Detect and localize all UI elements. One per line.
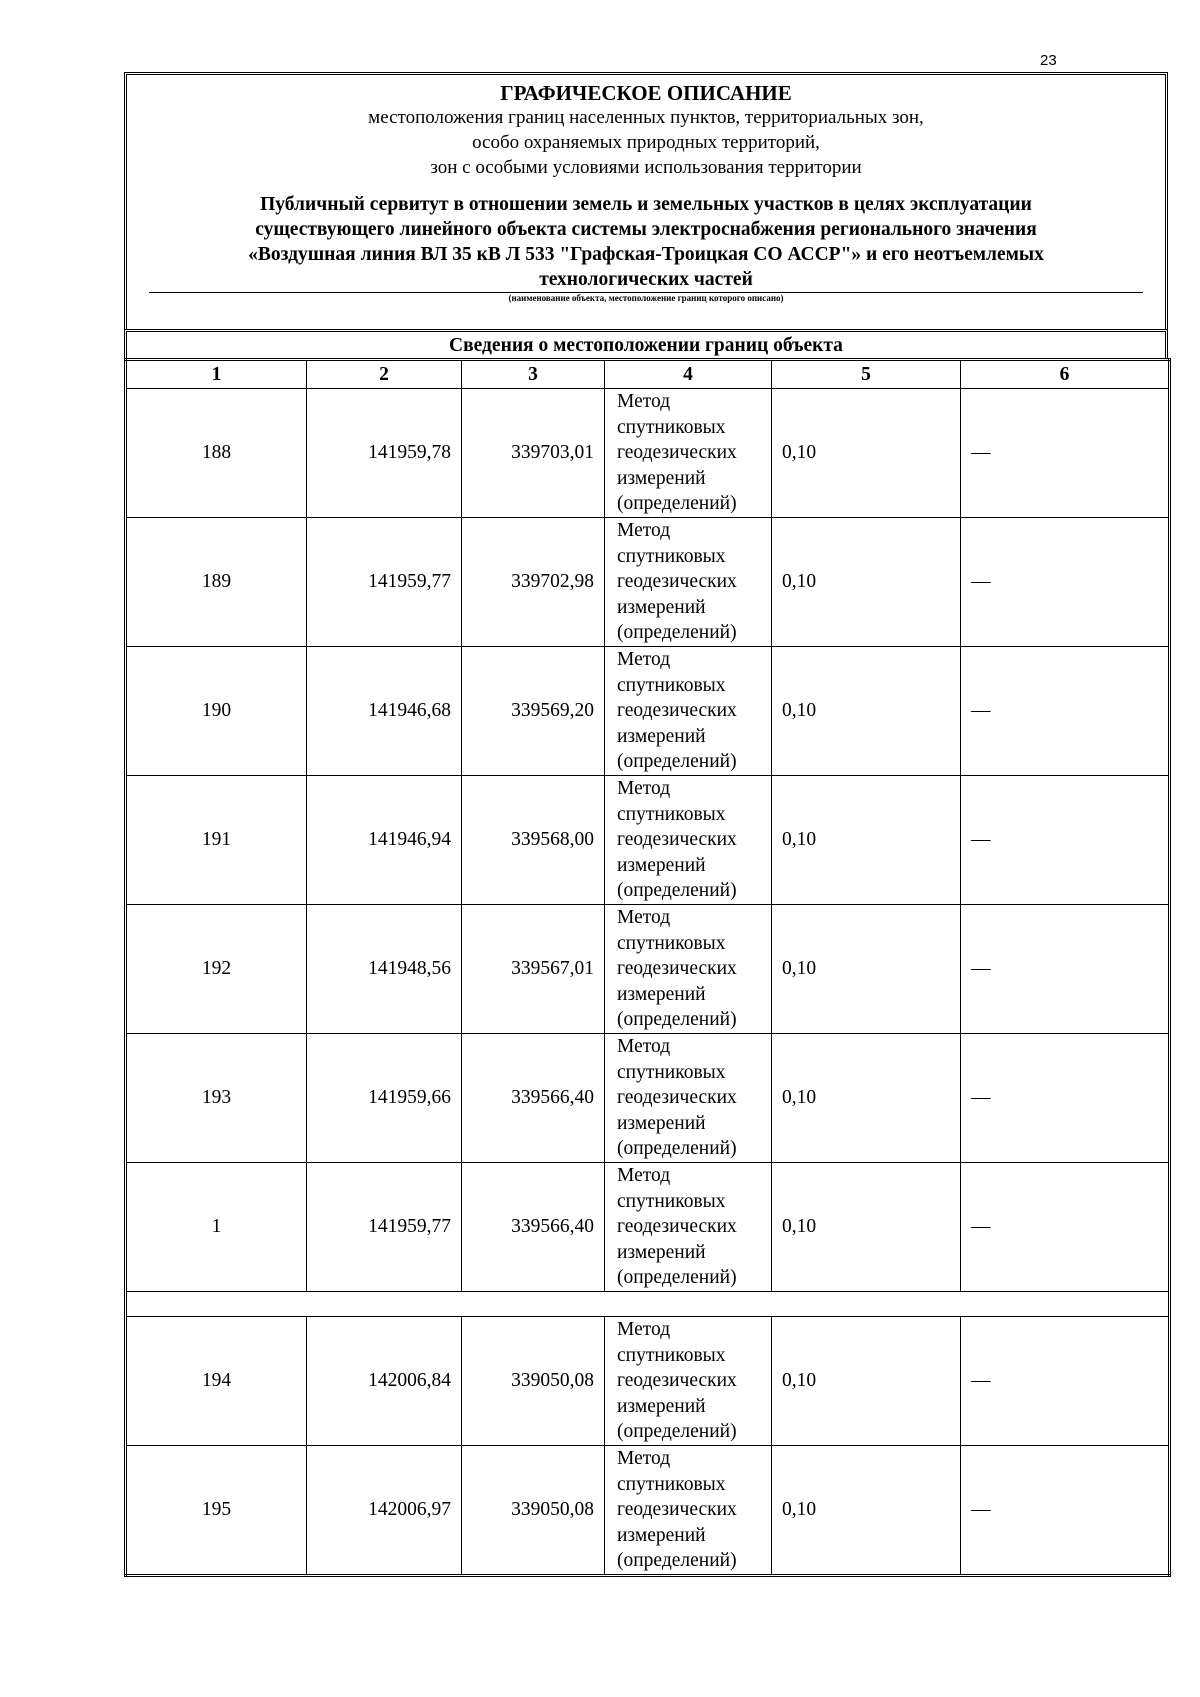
accuracy-cell: 0,10 — [772, 776, 961, 905]
table-row — [126, 389, 1170, 518]
object-caption: (наименование объекта, местоположение границ которого описано) — [508, 293, 784, 303]
column-header: 2 — [307, 360, 462, 389]
y-coordinate-cell: 339050,08 — [462, 1446, 605, 1576]
method-line: (определений) — [617, 1550, 737, 1572]
point-number-cell: 189 — [126, 518, 307, 647]
object-line: Публичный сервитут в отношении земель и земельных участков в целях эксплуатации — [260, 194, 1032, 215]
y-coordinate-cell: 339050,08 — [462, 1317, 605, 1446]
column-header: 6 — [961, 360, 1170, 389]
method-line: Метод — [617, 1165, 671, 1187]
separator-cell — [126, 1292, 1170, 1317]
point-number-cell: 194 — [126, 1317, 307, 1446]
method-line: измерений — [617, 983, 706, 1005]
method-cell — [605, 389, 772, 518]
method-line: (определений) — [617, 1267, 737, 1289]
page-number: 23 — [1040, 52, 1057, 69]
table-separator-row — [126, 1292, 1170, 1317]
accuracy-cell: 0,10 — [772, 1446, 961, 1576]
method-line: Метод — [617, 1036, 671, 1058]
table-header-row — [126, 360, 1170, 389]
x-coordinate-cell: 142006,97 — [307, 1446, 462, 1576]
table-row — [126, 518, 1170, 647]
method-line: спутниковых — [617, 1344, 726, 1366]
method-cell — [605, 518, 772, 647]
method-line: Метод — [617, 1448, 671, 1470]
method-line: измерений — [617, 596, 706, 618]
method-line: спутниковых — [617, 674, 726, 696]
table-row — [126, 1034, 1170, 1163]
method-line: измерений — [617, 854, 706, 876]
method-line: измерений — [617, 725, 706, 747]
method-line: геодезических — [617, 829, 737, 851]
method-line: спутниковых — [617, 1061, 726, 1083]
method-cell — [605, 905, 772, 1034]
method-line: Метод — [617, 1319, 671, 1341]
method-line: геодезических — [617, 958, 737, 980]
point-number-cell: 188 — [126, 389, 307, 518]
object-line: существующего линейного объекта системы электроснабжения регионального значения — [255, 219, 1037, 240]
description-cell: — — [961, 1163, 1170, 1292]
accuracy-cell: 0,10 — [772, 905, 961, 1034]
method-line: спутниковых — [617, 1190, 726, 1212]
table-row — [126, 905, 1170, 1034]
method-cell — [605, 1034, 772, 1163]
y-coordinate-cell: 339568,00 — [462, 776, 605, 905]
method-line: спутниковых — [617, 1473, 726, 1495]
method-line: геодезических — [617, 1087, 737, 1109]
point-number-cell: 193 — [126, 1034, 307, 1163]
description-cell: — — [961, 518, 1170, 647]
description-cell: — — [961, 1446, 1170, 1576]
table-body — [126, 389, 1170, 1576]
column-header: 3 — [462, 360, 605, 389]
method-line: геодезических — [617, 442, 737, 464]
object-name — [153, 192, 1139, 292]
document-frame — [124, 72, 1168, 1577]
table-row — [126, 1163, 1170, 1292]
x-coordinate-cell: 141946,94 — [307, 776, 462, 905]
method-line: (определений) — [617, 1421, 737, 1443]
accuracy-cell: 0,10 — [772, 1163, 961, 1292]
accuracy-cell: 0,10 — [772, 1034, 961, 1163]
method-line: геодезических — [617, 1216, 737, 1238]
y-coordinate-cell: 339566,40 — [462, 1034, 605, 1163]
method-cell — [605, 1317, 772, 1446]
y-coordinate-cell: 339567,01 — [462, 905, 605, 1034]
y-coordinate-cell: 339566,40 — [462, 1163, 605, 1292]
method-line: (определений) — [617, 493, 737, 515]
method-cell — [605, 1446, 772, 1576]
y-coordinate-cell: 339569,20 — [462, 647, 605, 776]
x-coordinate-cell: 141959,78 — [307, 389, 462, 518]
table-row — [126, 1446, 1170, 1576]
description-cell: — — [961, 905, 1170, 1034]
document-title: ГРАФИЧЕСКОЕ ОПИСАНИЕ — [500, 81, 792, 105]
method-line: геодезических — [617, 700, 737, 722]
method-line: (определений) — [617, 622, 737, 644]
y-coordinate-cell: 339703,01 — [462, 389, 605, 518]
method-line: Метод — [617, 391, 671, 413]
method-line: Метод — [617, 778, 671, 800]
method-line: (определений) — [617, 751, 737, 773]
subtitle-line: зон с особыми условиями использования территории — [430, 157, 862, 178]
y-coordinate-cell: 339702,98 — [462, 518, 605, 647]
object-line: «Воздушная линия ВЛ 35 кВ Л 533 "Графская-Троицкая СО АССР"» и его неотъемлемых — [248, 244, 1044, 265]
subtitle-line: местоположения границ населенных пунктов, территориальных зон, — [368, 107, 924, 128]
point-number-cell: 191 — [126, 776, 307, 905]
x-coordinate-cell: 141946,68 — [307, 647, 462, 776]
point-number-cell: 190 — [126, 647, 307, 776]
method-line: Метод — [617, 907, 671, 929]
table-row — [126, 1317, 1170, 1446]
method-line: геодезических — [617, 1499, 737, 1521]
x-coordinate-cell: 141948,56 — [307, 905, 462, 1034]
column-header: 1 — [126, 360, 307, 389]
x-coordinate-cell: 141959,77 — [307, 518, 462, 647]
method-line: Метод — [617, 520, 671, 542]
x-coordinate-cell: 142006,84 — [307, 1317, 462, 1446]
method-line: измерений — [617, 1395, 706, 1417]
section-title: Сведения о местоположении границ объекта — [124, 329, 1168, 358]
description-cell: — — [961, 1317, 1170, 1446]
method-line: измерений — [617, 467, 706, 489]
description-cell: — — [961, 647, 1170, 776]
description-cell: — — [961, 776, 1170, 905]
table-row — [126, 776, 1170, 905]
method-line: геодезических — [617, 1370, 737, 1392]
method-cell — [605, 1163, 772, 1292]
method-line: измерений — [617, 1524, 706, 1546]
description-cell: — — [961, 1034, 1170, 1163]
method-line: измерений — [617, 1112, 706, 1134]
table-row — [126, 647, 1170, 776]
column-header: 4 — [605, 360, 772, 389]
column-header: 5 — [772, 360, 961, 389]
method-line: спутниковых — [617, 416, 726, 438]
accuracy-cell: 0,10 — [772, 647, 961, 776]
point-number-cell: 1 — [126, 1163, 307, 1292]
accuracy-cell: 0,10 — [772, 389, 961, 518]
method-cell — [605, 776, 772, 905]
accuracy-cell: 0,10 — [772, 518, 961, 647]
x-coordinate-cell: 141959,66 — [307, 1034, 462, 1163]
description-cell: — — [961, 389, 1170, 518]
document-header — [124, 72, 1168, 329]
method-line: (определений) — [617, 880, 737, 902]
method-cell — [605, 647, 772, 776]
x-coordinate-cell: 141959,77 — [307, 1163, 462, 1292]
coordinates-table — [124, 358, 1171, 1577]
method-line: Метод — [617, 649, 671, 671]
point-number-cell: 195 — [126, 1446, 307, 1576]
method-line: спутниковых — [617, 545, 726, 567]
subtitle-line: особо охраняемых природных территорий, — [472, 132, 820, 153]
method-line: спутниковых — [617, 932, 726, 954]
method-line: (определений) — [617, 1138, 737, 1160]
point-number-cell: 192 — [126, 905, 307, 1034]
method-line: (определений) — [617, 1009, 737, 1031]
object-line: технологических частей — [539, 269, 753, 290]
method-line: геодезических — [617, 571, 737, 593]
accuracy-cell: 0,10 — [772, 1317, 961, 1446]
method-line: измерений — [617, 1241, 706, 1263]
method-line: спутниковых — [617, 803, 726, 825]
